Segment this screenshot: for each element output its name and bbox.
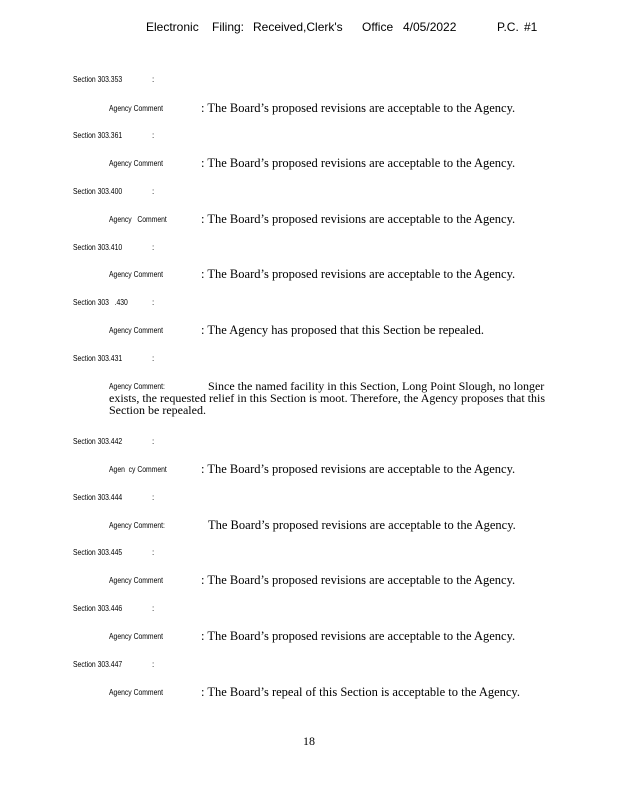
header-office: Office — [362, 20, 394, 34]
agency-comment-text: : The Board’s proposed revisions are acceptable to the Agency. — [201, 212, 516, 226]
section-heading: Section 303.431 — [73, 354, 123, 363]
agency-comment-label: Agency Comment — [109, 104, 164, 113]
agency-comment-label: Agency Comment — [109, 215, 167, 224]
agency-comment-text: : The Board’s proposed revisions are acceptable to the Agency. — [201, 101, 516, 115]
agency-comment-text: : The Board’s proposed revisions are acceptable to the Agency. — [201, 462, 516, 476]
section-colon: : — [152, 131, 155, 140]
agency-comment-text: : The Board’s proposed revisions are acceptable to the Agency. — [201, 573, 516, 587]
header-received: Received,Clerk's — [253, 20, 343, 34]
agency-comment-text: The Board’s proposed revisions are acceptable to the Agency. — [208, 518, 516, 532]
section-heading: Section 303 .430 — [73, 298, 128, 307]
agency-comment-label: Agency Comment — [109, 632, 164, 641]
section-heading: Section 303.361 — [73, 131, 123, 140]
section-colon: : — [152, 437, 155, 446]
agency-comment-paragraph: Since the named facility in this Section, Long Point Slough, no longer exists, the requested relief in this Section is moot. Therefore, the Agency proposes that this Section be repealed. — [109, 379, 546, 417]
agency-comment-text: : The Agency has proposed that this Section be repealed. — [201, 323, 485, 337]
header-electronic: Electronic — [146, 20, 199, 34]
section-heading: Section 303.444 — [73, 493, 123, 502]
section-colon: : — [152, 660, 155, 669]
section-colon: : — [152, 187, 155, 196]
section-colon: : — [152, 298, 155, 307]
section-heading: Section 303.442 — [73, 437, 123, 446]
section-colon: : — [152, 75, 155, 84]
header-filing: Filing: — [212, 20, 245, 34]
agency-comment-label: Agency Comment: — [109, 382, 165, 391]
agency-comment-text: : The Board’s proposed revisions are acceptable to the Agency. — [201, 156, 516, 170]
agency-comment-label: Agency Comment — [109, 688, 164, 697]
agency-comment-text: : The Board’s repeal of this Section is acceptable to the Agency. — [201, 685, 521, 699]
header-number: #1 — [524, 20, 538, 34]
section-heading: Section 303.353 — [73, 75, 123, 84]
section-heading: Section 303.446 — [73, 604, 123, 613]
header-date: 4/05/2022 — [403, 20, 457, 34]
section-heading: Section 303.400 — [73, 187, 123, 196]
section-heading: Section 303.410 — [73, 243, 123, 252]
section-heading: Section 303.445 — [73, 548, 123, 557]
section-colon: : — [152, 548, 155, 557]
agency-comment-text: : The Board’s proposed revisions are acceptable to the Agency. — [201, 629, 516, 643]
section-colon: : — [152, 604, 155, 613]
agency-comment-label: Agency Comment: — [109, 521, 165, 530]
section-heading: Section 303.447 — [73, 660, 123, 669]
agency-comment-label: Agen cy Comment — [109, 465, 167, 474]
agency-comment-label: Agency Comment — [109, 326, 164, 335]
agency-comment-label: Agency Comment — [109, 576, 164, 585]
section-colon: : — [152, 354, 155, 363]
agency-comment-label: Agency Comment — [109, 159, 164, 168]
page-number: 18 — [303, 734, 315, 748]
section-colon: : — [152, 243, 155, 252]
section-colon: : — [152, 493, 155, 502]
agency-comment-text: : The Board’s proposed revisions are acceptable to the Agency. — [201, 267, 516, 281]
agency-comment-label: Agency Comment — [109, 270, 164, 279]
header-pc: P.C. — [497, 20, 519, 34]
